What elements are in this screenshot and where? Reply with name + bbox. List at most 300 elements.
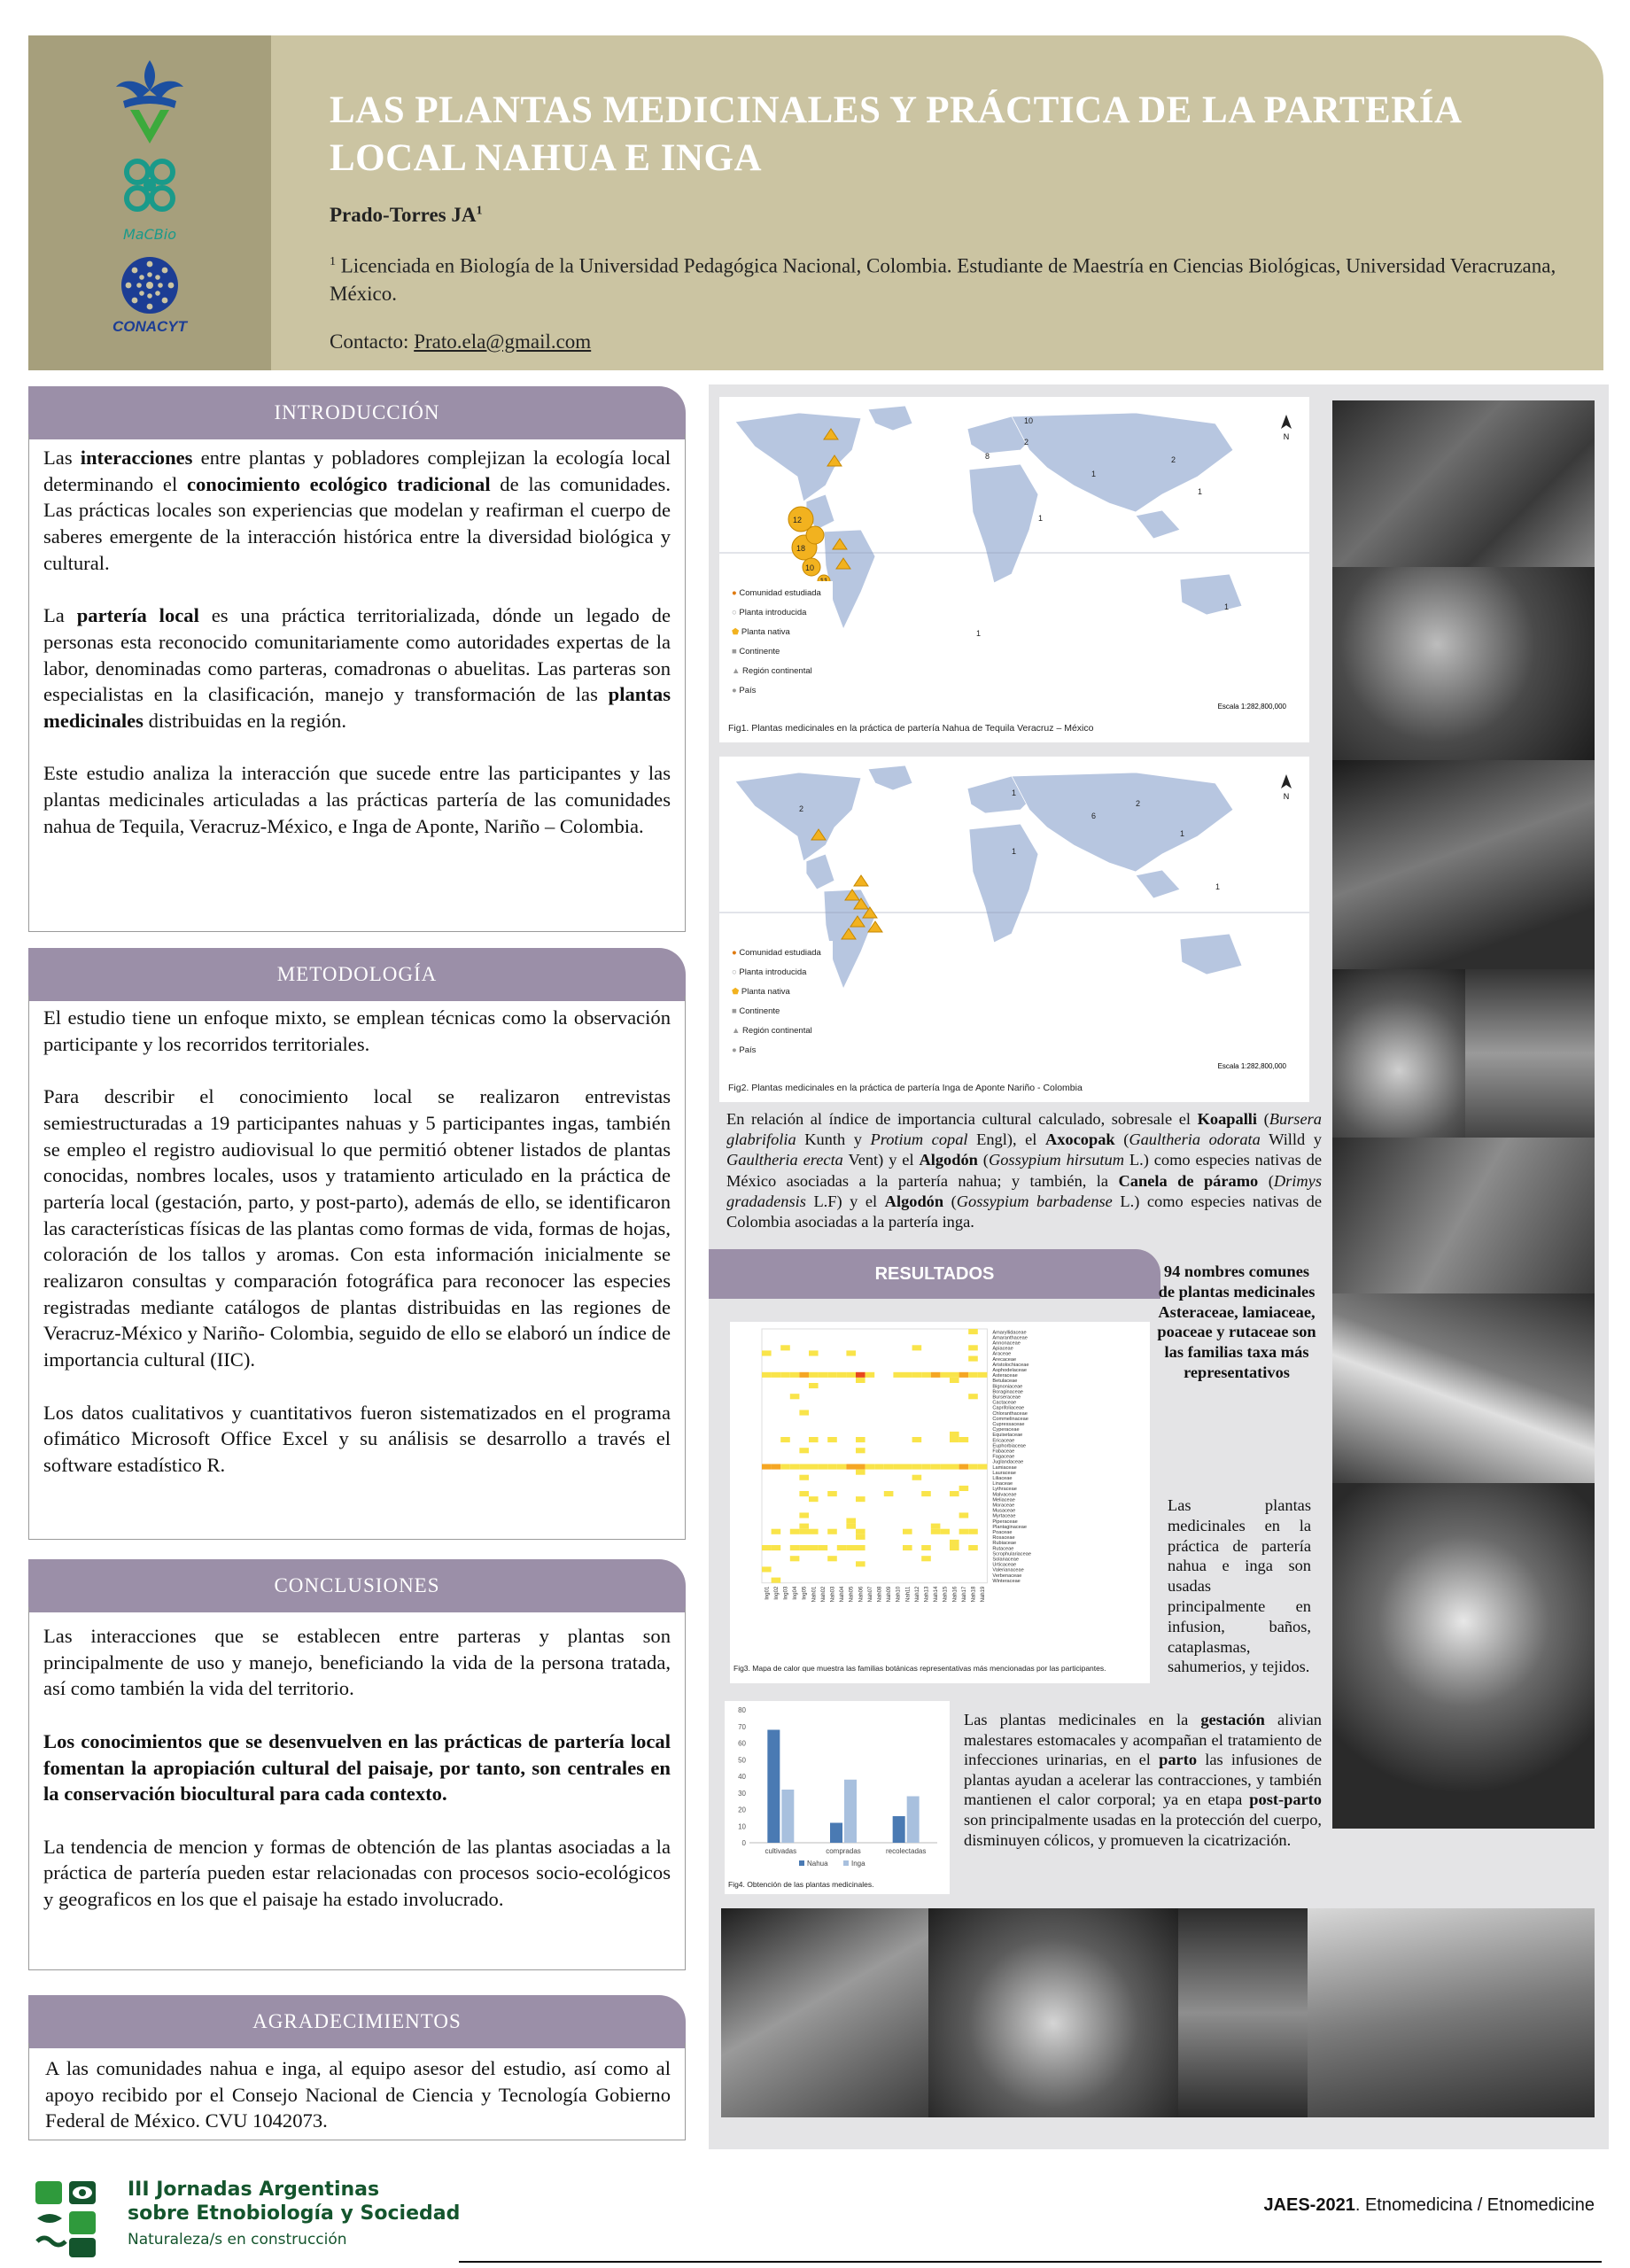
heatmap-col-label: Nah17 bbox=[961, 1586, 967, 1603]
heatmap-cell bbox=[968, 1356, 978, 1362]
text-run: post-parto bbox=[1249, 1790, 1322, 1809]
heatmap-row-label: Araceae bbox=[992, 1351, 1012, 1357]
fig1-count-label: 1 bbox=[1224, 602, 1230, 611]
heatmap-row-label: Cyperaceae bbox=[992, 1427, 1020, 1433]
heatmap-cell bbox=[921, 1545, 931, 1550]
metodologia-box bbox=[28, 996, 686, 1540]
heatmap-col-label: Nah11 bbox=[905, 1586, 912, 1602]
heatmap-cell bbox=[950, 1540, 959, 1545]
heatmap-cell bbox=[978, 1372, 988, 1378]
bar-category-label: cultivadas bbox=[765, 1847, 797, 1855]
heatmap-cell bbox=[799, 1410, 809, 1416]
heatmap-cell bbox=[856, 1534, 865, 1540]
text-run: Algodón bbox=[919, 1151, 978, 1169]
heatmap-row-label: Scrophulariaceae bbox=[992, 1551, 1031, 1557]
heatmap-row-label: Arecaceae bbox=[992, 1356, 1017, 1363]
region-icon: ▲ bbox=[732, 1026, 741, 1036]
heatmap-cell bbox=[772, 1372, 781, 1378]
text-run: interacciones bbox=[80, 447, 193, 469]
heatmap-cell bbox=[968, 1329, 978, 1334]
photo-woman-in-forest bbox=[1332, 400, 1595, 567]
heatmap-cell bbox=[837, 1372, 847, 1378]
fig1-count-label: 2 bbox=[1024, 438, 1029, 447]
heatmap-cell bbox=[856, 1448, 865, 1453]
heatmap-cell bbox=[940, 1529, 950, 1534]
text-run: ( bbox=[1257, 1110, 1269, 1128]
heatmap-cell bbox=[856, 1464, 865, 1470]
photo-woman-harvesting bbox=[1332, 760, 1595, 969]
fig2-count-label: 6 bbox=[1091, 812, 1097, 820]
fig1-box bbox=[719, 397, 1309, 742]
heatmap-cell bbox=[827, 1529, 837, 1534]
heatmap-cell bbox=[903, 1529, 912, 1534]
fig1-count-label: 1 bbox=[976, 629, 982, 638]
heatmap-col-label: Nah08 bbox=[877, 1586, 883, 1603]
conclusiones-box bbox=[28, 1607, 686, 1970]
fig1-circle-label: 10 bbox=[804, 563, 815, 572]
text-run: alivian malestares estomacales y acompañan el tratamiento de infecciones urinarias, en el bbox=[964, 1711, 1322, 1769]
heatmap-cell bbox=[809, 1383, 819, 1388]
fig2-legend-label: Planta nativa bbox=[741, 987, 790, 997]
heatmap-col-label: Nah07 bbox=[867, 1586, 873, 1603]
heatmap-cell bbox=[931, 1372, 941, 1378]
affiliation-text: Licenciada en Biología de la Universidad Pedagógica Nacional, Colombia. Estudiante de Maestría en Ciencias Biológicas, Universidad Veracruzana, México. bbox=[330, 254, 1556, 305]
bar-ytick-label: 60 bbox=[738, 1739, 746, 1748]
heatmap-cell bbox=[940, 1464, 950, 1470]
text-run: de las comunidades. Las prácticas locales son experiencias que modelan y reafirman el cuerpo de saberes emergente de la interacción histórica entre la diversidad biológica y cultural. bbox=[43, 472, 671, 574]
country-icon: ● bbox=[732, 1045, 737, 1055]
heatmap-cell bbox=[799, 1464, 809, 1470]
heatmap-cell bbox=[819, 1545, 828, 1550]
macbio-label: MaCBio bbox=[123, 226, 176, 243]
heatmap-cell bbox=[772, 1578, 781, 1583]
heatmap-cell bbox=[978, 1464, 988, 1470]
heatmap-cell bbox=[772, 1545, 781, 1550]
heatmap-cell bbox=[809, 1464, 819, 1470]
text-run: Gossypium hirsutum bbox=[988, 1151, 1124, 1169]
heatmap-cell bbox=[780, 1345, 790, 1350]
continent-icon: ■ bbox=[732, 647, 737, 656]
metodo-p2: Para describir el conocimiento local se realizaron entrevistas semiestructuradas a 19 participantes nahuas y 5 participantes ingas, también se empleo el registro audiovisual lo que permitió obtener listados de plantas conocidas, nombres locales, usos y tratamiento articulado en la práctica de partería local (gestación, parto, y post-parto), además de ello, se identificaron las características físicas de las plantas como formas de vida, formas de hojas, coloración de los tallos y aromas. Con esta información inicialmente se realizaron consultas y comparación fotográfica para reconocer las especies registradas mediante catálogos de plantas distribuidas en las regiones de Veracruz-México y Nariño- Colombia, seguido de ello se elaboró un índice de importancia cultural (IIC). bbox=[43, 1085, 671, 1371]
heatmap-row-label: Caprifoliaceae bbox=[992, 1405, 1025, 1411]
metodologia-heading: METODOLOGÍA bbox=[28, 948, 686, 1001]
poster-header bbox=[28, 35, 1603, 370]
text-run: gestación bbox=[1200, 1711, 1265, 1728]
heatmap-cell bbox=[950, 1491, 959, 1496]
text-run: En relación al índice de importancia cultural calculado, sobresale el bbox=[726, 1110, 1198, 1128]
text-run: ( bbox=[1258, 1171, 1274, 1190]
heatmap-row-label: Urticaceae bbox=[992, 1562, 1017, 1568]
heatmap-cell bbox=[893, 1464, 903, 1470]
continent-icon: ■ bbox=[732, 1006, 737, 1016]
country-icon: ● bbox=[732, 686, 737, 695]
photo-temazcal-frame bbox=[1308, 1908, 1595, 2117]
heatmap-row-label: Cupressaceae bbox=[992, 1422, 1025, 1427]
bar-inga bbox=[844, 1780, 857, 1843]
heatmap-row-label: Bignoniaceae bbox=[992, 1384, 1023, 1390]
bar-category-label: compradas bbox=[826, 1847, 861, 1855]
heatmap-col-label: Nah15 bbox=[943, 1586, 949, 1603]
heatmap-cell bbox=[959, 1437, 969, 1442]
author-sup: 1 bbox=[476, 204, 483, 218]
heatmap-cell bbox=[799, 1491, 809, 1496]
heatmap-cell bbox=[762, 1566, 772, 1572]
photo-plant-leaves bbox=[1332, 567, 1595, 760]
heatmap-cell bbox=[959, 1486, 969, 1491]
heatmap-cell bbox=[846, 1350, 856, 1355]
heatmap-cell bbox=[837, 1464, 847, 1470]
text-run: Drimys gradadensis bbox=[726, 1171, 1322, 1210]
affiliation bbox=[330, 248, 1570, 307]
photo-partera-child bbox=[721, 1908, 928, 2117]
fig4-caption: Fig4. Obtención de las plantas medicinales. bbox=[728, 1880, 874, 1889]
heatmap-cell bbox=[809, 1437, 819, 1442]
photo-garden-path bbox=[1332, 1138, 1595, 1293]
bar-legend-swatch bbox=[843, 1860, 849, 1866]
heatmap-cell bbox=[912, 1345, 922, 1350]
heatmap-cell bbox=[931, 1464, 941, 1470]
heatmap-col-label: Nah05 bbox=[849, 1586, 855, 1603]
heatmap-cell bbox=[809, 1496, 819, 1502]
fig2-box bbox=[719, 757, 1309, 1102]
poster-title: LAS PLANTAS MEDICINALES Y PRÁCTICA DE LA PARTERÍA LOCAL NAHUA E INGA bbox=[330, 89, 1461, 179]
introduced-plant-icon: ○ bbox=[732, 967, 737, 977]
fig1-circle-label: 12 bbox=[792, 516, 803, 524]
heatmap-cell bbox=[959, 1529, 969, 1534]
heatmap-row-label: Equisetaceae bbox=[992, 1433, 1023, 1439]
heatmap-cell bbox=[856, 1529, 865, 1534]
heatmap-row-label: Asteraceae bbox=[992, 1373, 1018, 1379]
heatmap-cell bbox=[780, 1372, 790, 1378]
heatmap-col-label: Nah02 bbox=[820, 1586, 827, 1603]
intro-p3: Este estudio analiza la interacción que sucede entre las participantes y las plantas medicinales articuladas a las prácticas partería de las comunidades nahua de Tequila, Veracruz-México, e Inga de Aponte, Nariño – Colombia. bbox=[43, 762, 671, 837]
heatmap-col-label: Nah14 bbox=[934, 1586, 940, 1603]
fig2-legend-label: Continente bbox=[739, 1006, 780, 1016]
heatmap-col-label: Nah19 bbox=[981, 1586, 987, 1603]
heatmap-cell bbox=[968, 1372, 978, 1378]
heatmap-cell bbox=[893, 1372, 903, 1378]
heatmap-cell bbox=[903, 1464, 912, 1470]
uv-logo bbox=[105, 55, 194, 152]
fig4-bar-chart bbox=[725, 1701, 950, 1878]
heatmap-cell bbox=[790, 1556, 800, 1561]
heatmap-cell bbox=[762, 1464, 772, 1470]
fig1-count-label: 1 bbox=[1091, 470, 1097, 478]
heatmap-row-label: Amaranthaceae bbox=[992, 1335, 1028, 1341]
heatmap-cell bbox=[959, 1464, 969, 1470]
author-name: Prado-Torres JA bbox=[330, 204, 477, 226]
heatmap-col-label: Ing01 bbox=[765, 1586, 771, 1600]
heatmap-row-label: Meliaceae bbox=[992, 1497, 1015, 1503]
conacyt-logo bbox=[97, 255, 203, 361]
heatmap-cell bbox=[827, 1464, 837, 1470]
text-run: Gaultheria erecta bbox=[726, 1151, 843, 1169]
heatmap-row-label: Solanaceae bbox=[992, 1557, 1019, 1563]
concl-p3: La tendencia de mencion y formas de obtención de las plantas asociadas a la práctica de partería pueden estar relacionadas con procesos socio-ecológicos y geograficos en los que el paisaje ha estado involucrado. bbox=[43, 1835, 671, 1910]
footer-event-line1: III Jornadas Argentinas bbox=[128, 2179, 380, 2201]
heatmap-cell bbox=[912, 1437, 922, 1442]
heatmap-cell bbox=[790, 1394, 800, 1399]
heatmap-row-label: Annonaceae bbox=[992, 1340, 1021, 1347]
fig1-legend-label: Comunidad estudiada bbox=[739, 588, 821, 598]
heatmap-cell bbox=[931, 1529, 941, 1534]
heatmap-cell bbox=[772, 1529, 781, 1534]
fig2-legend-label: Región continental bbox=[742, 1026, 812, 1036]
fig2-count-label: 2 bbox=[1136, 799, 1141, 808]
heatmap-cell bbox=[865, 1464, 875, 1470]
text-run: distribuidas en la región. bbox=[143, 710, 346, 733]
heatmap-row-label: Valerianaceae bbox=[992, 1567, 1024, 1573]
heatmap-cell bbox=[790, 1372, 800, 1378]
footer-event-name bbox=[128, 2178, 460, 2225]
fig1-legend-label: País bbox=[739, 686, 757, 695]
resultados-heading: RESULTADOS bbox=[709, 1249, 1160, 1299]
metodo-p3: Los datos cualitativos y cuantitativos fueron sistematizados en el programa ofimático Microsoft Office Excel y su análisis se desarrollo a través el software estadístico R. bbox=[43, 1401, 671, 1476]
heatmap-cell bbox=[950, 1437, 959, 1442]
heatmap-cell bbox=[799, 1512, 809, 1518]
intro-p2 bbox=[43, 602, 671, 734]
heatmap-cell bbox=[950, 1378, 959, 1383]
macbio-logo bbox=[101, 152, 198, 250]
heatmap-cell bbox=[912, 1372, 922, 1378]
photo-large-leaf bbox=[1332, 969, 1465, 1138]
text-run: Koapalli bbox=[1197, 1110, 1258, 1128]
fig2-legend-label: Comunidad estudiada bbox=[739, 948, 821, 958]
heatmap-cell bbox=[931, 1524, 941, 1529]
text-run: las infusiones de plantas ayudan a acelerar las contracciones, y también mantienen el calor corporal; ya en etapa bbox=[964, 1751, 1322, 1809]
agradecimientos-heading: AGRADECIMIENTOS bbox=[28, 1995, 686, 2048]
heatmap-row-label: Asphodelaceae bbox=[992, 1368, 1027, 1373]
heatmap-col-label: Ing02 bbox=[773, 1586, 780, 1600]
fig1-legend-label: Continente bbox=[739, 647, 780, 656]
heatmap-row-label: Ericaceae bbox=[992, 1438, 1015, 1444]
introduccion-heading: INTRODUCCIÓN bbox=[28, 386, 686, 439]
heatmap-row-label: Rutaceae bbox=[992, 1546, 1014, 1552]
heatmap-row-label: Betulaceae bbox=[992, 1379, 1018, 1385]
heatmap-row-label: Rosaceae bbox=[992, 1535, 1015, 1542]
heatmap-cell bbox=[799, 1475, 809, 1480]
heatmap-row-label: Winteraceae bbox=[992, 1578, 1021, 1584]
heatmap-cell bbox=[780, 1464, 790, 1470]
heatmap-cell bbox=[799, 1524, 809, 1529]
intro-p1 bbox=[43, 445, 671, 577]
bar-ytick-label: 10 bbox=[738, 1822, 746, 1831]
fig4-box bbox=[725, 1701, 950, 1894]
heatmap-col-label: Nah04 bbox=[840, 1586, 846, 1603]
heatmap-cell bbox=[950, 1464, 959, 1470]
heatmap-row-label: Musaceae bbox=[992, 1508, 1016, 1514]
text-run: Protium copal bbox=[870, 1130, 968, 1149]
heatmap-cell bbox=[884, 1491, 894, 1496]
metodo-p1: El estudio tiene un enfoque mixto, se emplean técnicas como la observación participante y los recorridos territoriales. bbox=[43, 1006, 671, 1055]
heatmap-row-label: Lamiaceae bbox=[992, 1464, 1017, 1471]
heatmap-cell bbox=[921, 1372, 931, 1378]
results-panel bbox=[709, 384, 1609, 2149]
text-run: Gaultheria odorata bbox=[1129, 1130, 1261, 1149]
heatmap-cell bbox=[856, 1545, 865, 1550]
heatmap-cell bbox=[856, 1470, 865, 1475]
heatmap-cell bbox=[874, 1464, 884, 1470]
heatmap-cell bbox=[856, 1378, 865, 1383]
heatmap-row-label: Linaceae bbox=[992, 1481, 1013, 1487]
bar-legend-label: Inga bbox=[851, 1860, 865, 1868]
fig2-scale: Escala 1:282,800,000 bbox=[1217, 1062, 1286, 1070]
heatmap-col-label: Ing03 bbox=[783, 1586, 789, 1600]
heatmap-col-label: Nah03 bbox=[830, 1586, 836, 1603]
concl-p1: Las interacciones que se establecen entre parteras y plantas son principalmente de uso y manejo, beneficiando la vida de la persona tratada, así como también la vida del territorio. bbox=[43, 1625, 671, 1700]
heatmap-cell bbox=[968, 1529, 978, 1534]
heatmap-cell bbox=[950, 1432, 959, 1437]
fig2-north-label: N bbox=[1283, 792, 1290, 801]
bar-ytick-label: 80 bbox=[738, 1706, 746, 1714]
heatmap-cell bbox=[799, 1529, 809, 1534]
heatmap-row-label: Piperaceae bbox=[992, 1518, 1018, 1525]
heatmap-cell bbox=[846, 1372, 856, 1378]
heatmap-cell bbox=[846, 1464, 856, 1470]
fig1-scale: Escala 1:282,800,000 bbox=[1217, 703, 1286, 711]
fig1-count-label: 1 bbox=[1038, 514, 1044, 523]
heatmap-row-label: Burseraceae bbox=[992, 1394, 1021, 1401]
fig1-legend-label: Planta introducida bbox=[739, 608, 807, 617]
photo-woman-with-plant bbox=[1332, 1293, 1595, 1483]
fig3-heatmap bbox=[730, 1322, 1150, 1660]
heatmap-cell bbox=[799, 1545, 809, 1550]
fig1-caption: Fig1. Plantas medicinales en la práctica de partería Nahua de Tequila Veracruz – México bbox=[728, 723, 1094, 734]
text-run: son principalmente usadas en la protección del cuerpo, disminuyen cólicos, y promueven la cicatrización. bbox=[964, 1810, 1322, 1849]
agrad-p1: A las comunidades nahua e inga, al equipo asesor del estudio, así como al apoyo recibido por el Consejo Nacional de Ciencia y Tecnología Gobierno Federal de México. CVU 1042073. bbox=[45, 2057, 671, 2132]
heatmap-cell bbox=[912, 1464, 922, 1470]
header-text bbox=[330, 87, 1570, 353]
fig2-legend-label: Planta introducida bbox=[739, 967, 807, 977]
heatmap-row-label: Lauraceae bbox=[992, 1470, 1016, 1476]
text-run: La bbox=[43, 604, 77, 627]
heatmap-cell bbox=[819, 1372, 828, 1378]
fig1-north-label: N bbox=[1283, 432, 1290, 441]
heatmap-row-label: Rubiaceae bbox=[992, 1541, 1017, 1547]
conclusiones-heading: CONCLUSIONES bbox=[28, 1559, 686, 1612]
heatmap-row-label: Cactaceae bbox=[992, 1400, 1017, 1406]
fig2-count-label: 1 bbox=[1012, 847, 1017, 856]
community-marker-icon: ● bbox=[732, 948, 737, 958]
heatmap-cell bbox=[837, 1545, 847, 1550]
heatmap-col-label: Nah06 bbox=[858, 1586, 865, 1603]
native-plant-icon: ⬟ bbox=[732, 987, 740, 997]
fig2-count-label: 1 bbox=[1215, 882, 1221, 891]
heatmap-cell bbox=[968, 1545, 978, 1550]
conacyt-icon bbox=[120, 255, 180, 315]
heatmap-cell bbox=[827, 1372, 837, 1378]
heatmap-cell bbox=[950, 1545, 959, 1550]
text-run: conocimiento ecológico tradicional bbox=[186, 472, 491, 495]
bar-category-label: recolectadas bbox=[885, 1847, 927, 1855]
bar-ytick-label: 30 bbox=[738, 1789, 746, 1798]
heatmap-row-label: Fagaceae bbox=[992, 1454, 1015, 1460]
heatmap-cell bbox=[827, 1556, 837, 1561]
native-plant-icon: ⬟ bbox=[732, 627, 740, 637]
heatmap-cell bbox=[921, 1464, 931, 1470]
fig2-caption: Fig2. Plantas medicinales en la práctica de partería Inga de Aponte Nariño - Colombia bbox=[728, 1083, 1083, 1093]
heatmap-cell bbox=[856, 1561, 865, 1566]
bar-nahua bbox=[830, 1823, 842, 1844]
heatmap-cell bbox=[940, 1372, 950, 1378]
photo-incense-burner bbox=[1332, 1483, 1595, 1829]
fig1-count-label: 1 bbox=[1198, 487, 1203, 496]
heatmap-cell bbox=[959, 1512, 969, 1518]
heatmap-cell bbox=[846, 1524, 856, 1529]
fig3-caption: Fig3. Mapa de calor que muestra las familias botánicas representativas más mencionadas por las participantes. bbox=[734, 1664, 1106, 1673]
community-marker-icon: ● bbox=[732, 588, 737, 598]
heatmap-cell bbox=[790, 1529, 800, 1534]
introduced-plant-icon: ○ bbox=[732, 608, 737, 617]
heatmap-cell bbox=[846, 1545, 856, 1550]
heatmap-row-label: Moraceae bbox=[992, 1503, 1015, 1509]
contact bbox=[330, 330, 1570, 353]
text-run: entre plantas y pobladores complejizan la ecología local determinando el bbox=[43, 447, 671, 495]
text-run: Canela de páramo bbox=[1118, 1171, 1259, 1190]
text-run: Bursera glabrifolia bbox=[726, 1110, 1322, 1149]
text-run: Algodón bbox=[884, 1192, 944, 1210]
fig2-count-label: 2 bbox=[799, 804, 804, 813]
bar-inga bbox=[907, 1797, 920, 1844]
text-run: Kunth y bbox=[796, 1130, 871, 1149]
contact-email-link[interactable]: Prato.ela@gmail.com bbox=[414, 330, 592, 353]
heatmap-col-label: Nah16 bbox=[952, 1586, 959, 1603]
heatmap-row-label: Boraginaceae bbox=[992, 1389, 1023, 1395]
fig1-legend-label: Planta nativa bbox=[741, 627, 790, 637]
heatmap-cell bbox=[762, 1372, 772, 1378]
footer-event-line2: sobre Etnobiología y Sociedad bbox=[128, 2202, 461, 2225]
heatmap-cell bbox=[846, 1518, 856, 1524]
heatmap-row-label: Euphorbiaceae bbox=[992, 1443, 1027, 1449]
text-run: L.) como especies nativas de México asociadas a la partería nahua; y también, la bbox=[726, 1151, 1323, 1190]
heatmap-cell bbox=[780, 1437, 790, 1442]
gestacion-paragraph bbox=[964, 1710, 1322, 1850]
introduccion-box bbox=[28, 434, 686, 932]
heatmap-cell bbox=[968, 1394, 978, 1399]
heatmap-row-label: Verbenaceae bbox=[992, 1573, 1022, 1579]
bar-legend-swatch bbox=[799, 1860, 804, 1866]
conacyt-label: CONACYT bbox=[112, 318, 188, 335]
heatmap-cell bbox=[809, 1350, 819, 1355]
text-run: ( bbox=[943, 1192, 957, 1210]
heatmap-cell bbox=[827, 1437, 837, 1442]
bar-nahua bbox=[893, 1816, 905, 1843]
concl-p2: Los conocimientos que se desenvuelven en las prácticas de partería local fomentan la apropiación cultural del paisaje, por tanto, son centrales en la conservación biocultural para cada contexto. bbox=[43, 1729, 671, 1806]
heatmap-row-label: Fabaceae bbox=[992, 1449, 1015, 1455]
heatmap-row-label: Amaryllidaceae bbox=[992, 1330, 1027, 1336]
text-run: ( bbox=[1114, 1130, 1129, 1149]
author bbox=[330, 204, 1570, 227]
heatmap-row-label: Lythraceae bbox=[992, 1487, 1017, 1493]
fig2-legend-label: País bbox=[739, 1045, 757, 1055]
heatmap-cell bbox=[809, 1372, 819, 1378]
heatmap-row-label: Commelinaceae bbox=[992, 1416, 1028, 1422]
heatmap-cell bbox=[865, 1372, 875, 1378]
footer-divider bbox=[459, 2261, 1602, 2263]
heatmap-cell bbox=[959, 1372, 969, 1378]
heatmap-cell bbox=[884, 1464, 894, 1470]
heatmap-cell bbox=[799, 1372, 809, 1378]
heatmap-cell bbox=[790, 1464, 800, 1470]
heatmap-row-label: Apiaceae bbox=[992, 1346, 1013, 1352]
heatmap-row-label: Aristolochiaceae bbox=[992, 1362, 1029, 1368]
fig2-legend bbox=[732, 948, 821, 1065]
heatmap-row-label: Chloranthaceae bbox=[992, 1410, 1028, 1417]
bar-legend-label: Nahua bbox=[807, 1860, 828, 1868]
photo-inga-women bbox=[1178, 1908, 1308, 2117]
heatmap-cell bbox=[856, 1437, 865, 1442]
footer-conference-code: JAES-2021 bbox=[1263, 2195, 1355, 2215]
